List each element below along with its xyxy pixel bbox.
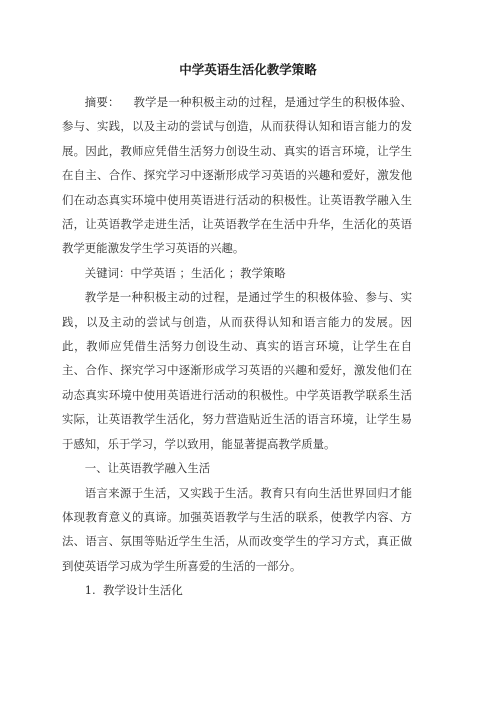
body-paragraph-1: 教学是一种积极主动的过程，是通过学生的积极体验、参与、实践，以及主动的尝试与创造，从而获得认知和语言能力的发展。因此，教师应凭借生活努力创设生动、真实的语言环境，让学生在自主、合作、探究学习中逐渐形成学习英语的兴趣和爱好，激发他们在动态真实环境中使用英语进行活动的积极性。中学英语教学联系生活实际，让英语教学生活化，努力营造贴近生活的语言环境，让学生易于感知，乐于学习，学以致用，能显著提高教学质量。 (62, 290, 412, 451)
subsection-number: 1. (84, 583, 96, 598)
keywords-label: 关键词： (84, 265, 131, 280)
document-title: 中学英语生活化教学策略 (179, 62, 317, 77)
body-paragraph-2: 语言来源于生活，又实践于生活。教育只有向生活世界回归才能体现教育意义的真谛。加强英语教学与生活的联系，使教学内容、方法、语言、氛围等贴近学生生活，从而改变学生的学习方式，真正做到使英语学习成为学生所喜爱的生活的一部分。 (62, 485, 412, 573)
keywords-text: 中学英语 ；生活化 ；教学策略 (130, 265, 286, 280)
abstract-text: 教学是一种积极主动的过程，是通过学生的积极体验、参与、实践，以及主动的尝试与创造，从而获得认知和语言能力的发展。因此，教师应凭借生活努力创设生动、真实的语言环境，让学生在自主、合作、探究学习中逐渐形成学习英语的兴趣和爱好，激发他们在动态真实环境中使用英语进行活动的积极性。让英语教学融入生活，让英语教学走进生活，让英语教学在生活中升华，生活化的英语教学更能激发学生学习英语的兴趣。 (62, 95, 412, 256)
subsection-heading-1 (62, 578, 412, 602)
abstract-paragraph (62, 90, 412, 261)
keywords-line (62, 261, 412, 285)
section-heading-1: 一、让英语教学融入生活 (84, 461, 211, 476)
subsection-label: 教学设计生活化 (103, 583, 183, 598)
abstract-label: 摘要： (84, 95, 120, 109)
document-body (62, 90, 412, 603)
